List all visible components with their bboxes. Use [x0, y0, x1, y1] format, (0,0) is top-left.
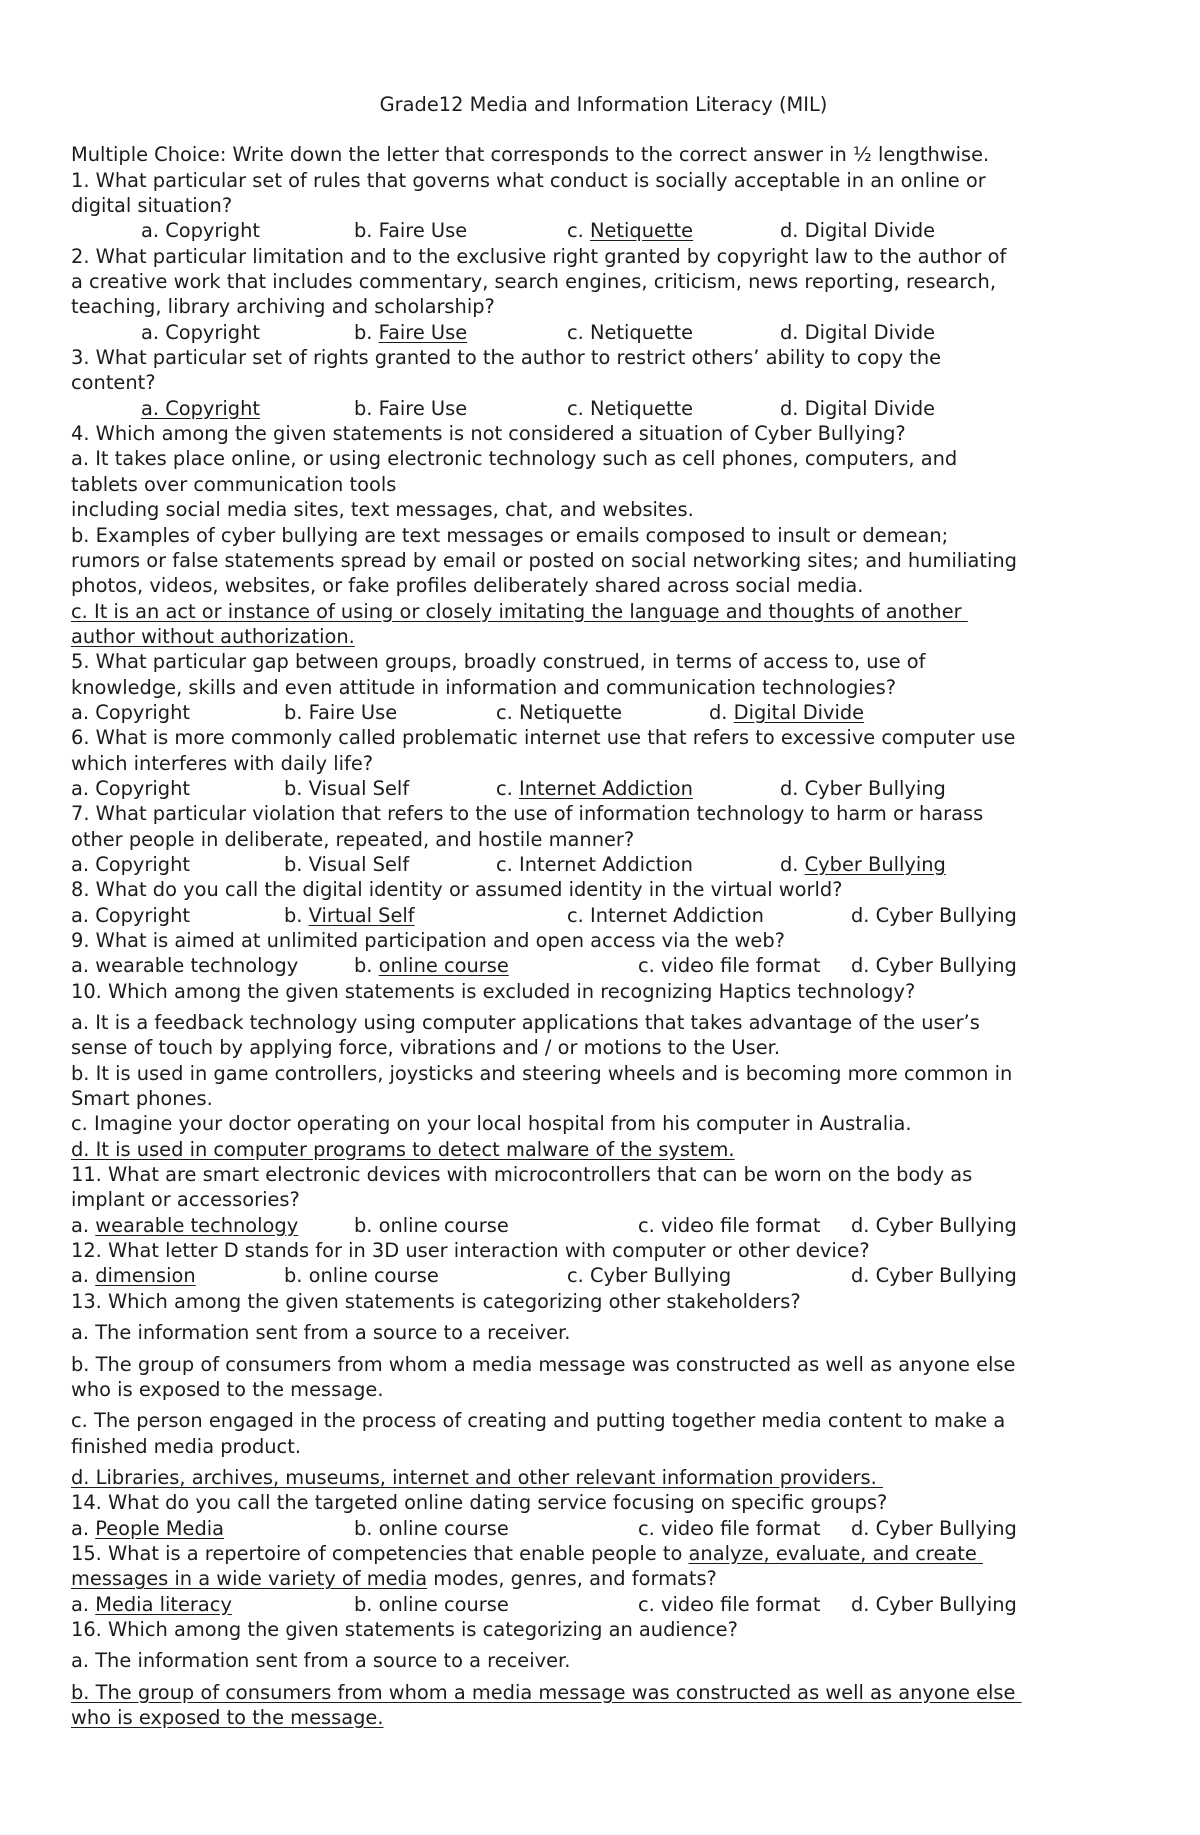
statement-b-cont: who is exposed to the message.	[71, 1377, 384, 1401]
statement-a-cont: including social media sites, text messages, chat, and websites.	[71, 498, 694, 522]
question-1: 1. What particular set of rules that governs what conduct is socially acceptable in an online or	[71, 168, 986, 192]
question-14-options	[71, 1516, 1136, 1541]
statement-b: b. The group of consumers from whom a media message was constructed as well as anyone else	[71, 1352, 1016, 1376]
answer-a: dimension	[95, 1264, 196, 1288]
statement-a: a. It takes place online, or using electronic technology such as cell phones, computers, and	[71, 447, 958, 471]
option-b: b. Faire Use	[284, 700, 398, 724]
option-d: d. Digital Divide	[780, 320, 936, 344]
question-5: 5. What particular gap between groups, broadly construed, in terms of access to, use of	[71, 650, 926, 674]
question-6-cont: which interferes with daily life?	[71, 751, 374, 775]
option-d: d. Digital Divide	[780, 396, 936, 420]
question-10: 10. Which among the given statements is excluded in recognizing Haptics technology?	[71, 979, 916, 1003]
option-b: b. Faire Use	[354, 320, 468, 344]
option-d: d. Cyber Bullying	[851, 1264, 1017, 1288]
option-b: b. online course	[354, 1592, 509, 1616]
answer-statement-b: b. The group of consumers from whom a media message was constructed as well as anyone else	[71, 1680, 1022, 1704]
question-5-cont: knowledge, skills and even attitude in information and communication technologies?	[71, 675, 896, 699]
question-15-options	[71, 1592, 1136, 1617]
question-1-options	[71, 218, 1136, 243]
option-a: a. Copyright	[141, 320, 260, 344]
option-d: d. Cyber Bullying	[780, 852, 946, 876]
question-8: 8. What do you call the digital identity or assumed identity in the virtual world?	[71, 878, 843, 902]
option-a: a. People Media	[71, 1516, 225, 1540]
option-c: c. video file format	[638, 1213, 821, 1237]
question-12: 12. What letter D stands for in 3D user interaction with computer or other device?	[71, 1239, 870, 1263]
question-11-options	[71, 1213, 1136, 1238]
option-a: a. Copyright	[71, 852, 190, 876]
option-d: d. Cyber Bullying	[851, 1516, 1017, 1540]
answer-c: Netiquette	[590, 219, 694, 243]
question-15: 15. What is a repertoire of competencies that enable people to analyze, evaluate, and create	[71, 1541, 983, 1565]
answer-c: Internet Addiction	[519, 776, 693, 800]
option-a: a. Copyright	[141, 219, 260, 243]
question-6-options	[71, 776, 1136, 801]
question-2-cont: a creative work that includes commentary, search engines, criticism, news reporting, research,	[71, 270, 997, 294]
answer-a: Media literacy	[95, 1592, 232, 1616]
statement-c-cont: finished media product.	[71, 1434, 301, 1458]
option-a: a. Copyright	[71, 776, 190, 800]
option-c: c. Netiquette	[496, 700, 623, 724]
option-c: c. video file format	[638, 1592, 821, 1616]
answer-d: Cyber Bullying	[804, 852, 946, 876]
option-d: d. Digital Divide	[709, 700, 865, 724]
question-15-cont: messages in a wide variety of media modes, genres, and formats?	[71, 1567, 717, 1591]
option-d: d. Cyber Bullying	[851, 903, 1017, 927]
question-2: 2. What particular limitation and to the exclusive right granted by copyright law to the author of	[71, 244, 1007, 268]
instructions: Multiple Choice: Write down the letter that corresponds to the correct answer in ½ lengthwise.	[71, 143, 990, 167]
statement-b: b. It is used in game controllers, joysticks and steering wheels and is becoming more common in	[71, 1061, 1013, 1085]
statement-b-cont: rumors or false statements spread by email or posted on social networking sites; and humiliating	[71, 548, 1017, 572]
option-b: b. Faire Use	[354, 396, 468, 420]
question-7-options	[71, 852, 1136, 877]
option-b: b. online course	[354, 1213, 509, 1237]
statement-b-cont: Smart phones.	[71, 1087, 213, 1111]
question-6: 6. What is more commonly called problematic internet use that refers to excessive computer use	[71, 726, 1016, 750]
question-4: 4. Which among the given statements is not considered a situation of Cyber Bullying?	[71, 422, 906, 446]
option-b: b. Visual Self	[284, 852, 410, 876]
question-16: 16. Which among the given statements is categorizing an audience?	[71, 1617, 738, 1641]
question-9: 9. What is aimed at unlimited participation and open access via the web?	[71, 929, 785, 952]
statement-a-cont: sense of touch by applying force, vibrations and / or motions to the User.	[71, 1036, 780, 1060]
option-a: a. wearable technology	[71, 954, 299, 978]
answer-b: Virtual Self	[308, 903, 415, 927]
answer-statement-b-cont: who is exposed to the message.	[71, 1705, 384, 1729]
option-d: d. Cyber Bullying	[780, 776, 946, 800]
option-b: b. Visual Self	[284, 776, 410, 800]
option-b: b. Virtual Self	[284, 903, 415, 927]
option-b: b. Faire Use	[354, 219, 468, 243]
answer-d: Digital Divide	[733, 700, 865, 724]
question-1-cont: digital situation?	[71, 194, 233, 218]
option-d: d. Cyber Bullying	[851, 1213, 1017, 1237]
question-3: 3. What particular set of rights granted to the author to restrict others’ ability to copy the	[71, 346, 942, 370]
answer-b: Faire Use	[378, 320, 468, 344]
question-3-options	[71, 396, 1136, 421]
option-d: d. Cyber Bullying	[851, 1592, 1017, 1616]
key-phrase: analyze, evaluate, and create	[688, 1541, 983, 1565]
question-12-options	[71, 1263, 1136, 1288]
question-2-cont: teaching, library archiving and scholarship?	[71, 295, 495, 319]
option-b: b. online course	[354, 1516, 509, 1540]
question-11: 11. What are smart electronic devices with microcontrollers that can be worn on the body as	[71, 1163, 973, 1187]
option-a: a. dimension	[71, 1264, 196, 1288]
answer-a: People Media	[95, 1516, 225, 1540]
question-3-cont: content?	[71, 371, 156, 395]
answer-b: online course	[378, 954, 509, 978]
option-c: c. Netiquette	[567, 219, 694, 243]
option-b: b. online course	[354, 954, 509, 978]
option-b: b. online course	[284, 1264, 439, 1288]
option-c: c. Netiquette	[567, 396, 694, 420]
answer-statement-c-cont: author without authorization.	[71, 624, 355, 648]
question-13: 13. Which among the given statements is categorizing other stakeholders?	[71, 1289, 801, 1313]
option-c: c. Cyber Bullying	[567, 1264, 732, 1288]
answer-statement-d: d. Libraries, archives, museums, internet and other relevant information providers.	[71, 1465, 883, 1489]
option-c: c. Internet Addiction	[567, 903, 764, 927]
question-11-cont: implant or accessories?	[71, 1188, 300, 1212]
option-a: a. wearable technology	[71, 1213, 299, 1237]
option-a: a. Copyright	[71, 903, 190, 927]
question-7: 7. What particular violation that refers to the use of information technology to harm or harass	[71, 802, 984, 826]
statement-a: a. The information sent from a source to a receiver.	[71, 1649, 571, 1673]
page-title: Grade12 Media and Information Literacy (MIL)	[379, 93, 828, 116]
option-d: d. Digital Divide	[780, 219, 936, 243]
question-7-cont: other people in deliberate, repeated, and hostile manner?	[71, 827, 635, 851]
question-14: 14. What do you call the targeted online dating service focusing on specific groups?	[71, 1491, 888, 1515]
answer-a: a. Copyright	[141, 396, 260, 420]
statement-b: b. Examples of cyber bullying are text messages or emails composed to insult or demean;	[71, 523, 949, 547]
question-8-options	[71, 903, 1136, 928]
option-a: a. Media literacy	[71, 1592, 232, 1616]
statement-b-cont: photos, videos, websites, or fake profiles deliberately shared across social media.	[71, 574, 864, 598]
key-phrase: messages in a wide variety of media	[71, 1567, 428, 1591]
statement-a-cont: tablets over communication tools	[71, 472, 397, 496]
option-c: c. Internet Addiction	[496, 776, 693, 800]
option-c: c. Netiquette	[567, 320, 694, 344]
option-c: c. video file format	[638, 954, 821, 978]
question-5-options	[71, 700, 1136, 725]
statement-a: a. The information sent from a source to a receiver.	[71, 1321, 571, 1345]
statement-a: a. It is a feedback technology using computer applications that takes advantage of the user’s	[71, 1011, 980, 1035]
answer-statement-c: c. It is an act or instance of using or closely imitating the language and thoughts of another	[71, 599, 968, 623]
question-2-options	[71, 320, 1136, 345]
option-c: c. video file format	[638, 1516, 821, 1540]
answer-a: wearable technology	[95, 1213, 299, 1237]
option-a: a. Copyright	[71, 700, 190, 724]
statement-c: c. The person engaged in the process of creating and putting together media content to make a	[71, 1409, 1006, 1433]
option-c: c. Internet Addiction	[496, 852, 693, 876]
statement-c: c. Imagine your doctor operating on your local hospital from his computer in Australia.	[71, 1112, 912, 1136]
answer-statement-d: d. It is used in computer programs to detect malware of the system.	[71, 1137, 735, 1161]
document-page	[71, 92, 1136, 1730]
option-d: d. Cyber Bullying	[851, 954, 1017, 978]
question-9-options	[71, 953, 1136, 978]
